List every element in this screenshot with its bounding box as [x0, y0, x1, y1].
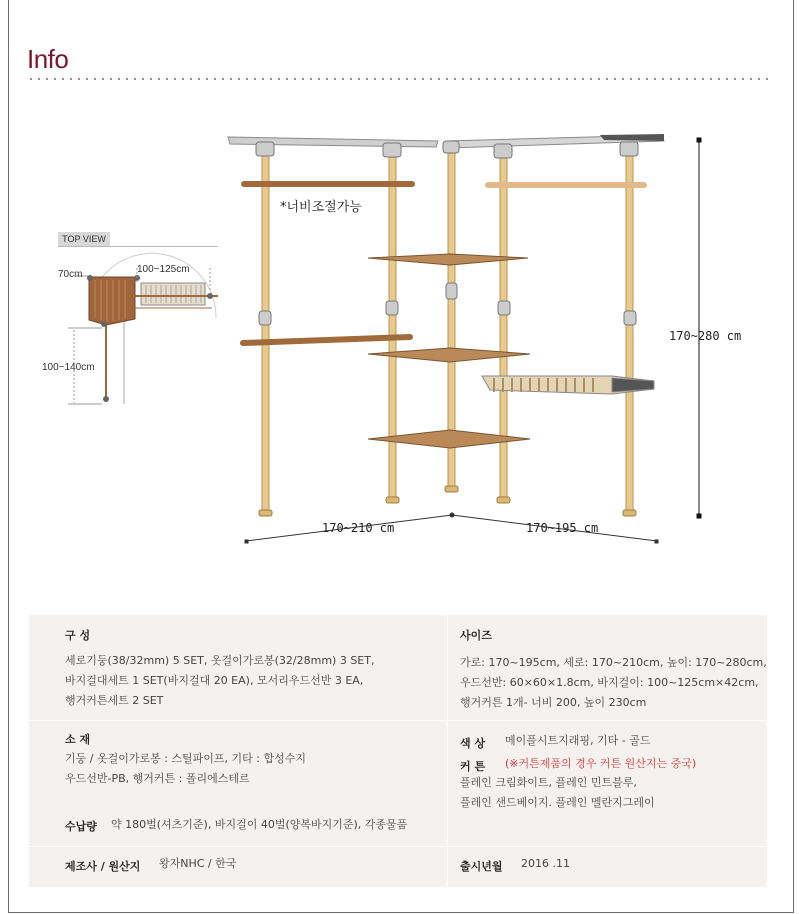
- pole-1: [262, 148, 269, 514]
- curtain-label: 커 튼: [460, 760, 486, 773]
- size-line-1: 가로: 170~195cm, 세로: 170~210cm, 높이: 170~280cm,: [460, 656, 767, 669]
- maker-label: 제조사 / 원산지: [65, 860, 141, 873]
- spec-column-divider: [447, 615, 448, 887]
- curtain-origin-note: (※커튼제품의 경우 커튼 원산지는 중국): [505, 757, 697, 770]
- pole-feet: [259, 486, 636, 516]
- composition-label: 구 성: [65, 629, 91, 642]
- pole-5: [626, 148, 633, 514]
- curtain-line-1: 플레인 크림화이트, 플레인 민트블루,: [460, 776, 637, 789]
- height-dimension: [697, 138, 701, 518]
- spec-divider: [29, 720, 767, 721]
- color-value: 메이플시트지래핑, 기타 - 골드: [505, 734, 651, 747]
- top-view-diagram: [68, 253, 218, 404]
- capacity-value: 약 180벌(셔츠기준), 바지걸이 40벌(양복바지기준), 각종물품: [111, 818, 408, 831]
- pole-4: [500, 150, 507, 500]
- top-rail-end: [600, 134, 664, 141]
- release-value: 2016 .11: [521, 857, 570, 870]
- pole-joints: [256, 141, 638, 325]
- material-line-2: 우드선반-PB, 행거커튼 : 폴리에스테르: [65, 772, 250, 785]
- top-view-corner-label: 70cm: [58, 269, 83, 280]
- adjustable-note: *너비조절가능: [280, 200, 362, 215]
- release-label: 출시년월: [460, 860, 503, 873]
- composition-line-3: 행거커튼세트 2 SET: [65, 694, 164, 707]
- page-title: Info: [27, 44, 69, 74]
- top-view-width-label: 100~125cm: [137, 264, 190, 275]
- composition-line-1: 세로기둥(38/32mm) 5 SET, 옷걸이가로봉(32/28mm) 3 SET,: [65, 654, 375, 667]
- left-dimension-label: 170~210 cm: [322, 521, 395, 535]
- spec-table: [29, 615, 767, 887]
- top-view-depth-label: 100~140cm: [42, 362, 95, 373]
- color-label: 색 상: [460, 737, 486, 750]
- capacity-label: 수납량: [65, 820, 97, 833]
- size-line-2: 우드선반: 60×60×1.8cm, 바지걸이: 100~125cm×42cm,: [460, 676, 759, 689]
- spec-divider: [29, 846, 767, 847]
- material-label: 소 재: [65, 733, 91, 746]
- material-line-1: 기둥 / 옷걸이가로봉 : 스틸파이프, 기타 : 합성수지: [65, 752, 306, 765]
- right-dimension-label: 170~195 cm: [526, 521, 599, 535]
- size-label: 사이즈: [460, 629, 492, 642]
- maker-value: 왕자NHC / 한국: [159, 857, 237, 870]
- curtain-line-2: 플레인 샌드베이지. 플레인 멜란지그레이: [460, 796, 655, 809]
- pants-hanger: [482, 376, 654, 394]
- height-dimension-label: 170~280 cm: [669, 329, 742, 343]
- composition-line-2: 바지걸대세트 1 SET(바지걸대 20 EA), 모서리우드선반 3 EA,: [65, 674, 364, 687]
- top-view-tag: TOP VIEW: [58, 232, 110, 246]
- size-line-3: 행거커튼 1개- 너비 200, 높이 230cm: [460, 696, 647, 709]
- top-view-underline: [58, 246, 218, 247]
- top-view-corner-shelf: [89, 277, 135, 325]
- pole-2: [389, 148, 396, 500]
